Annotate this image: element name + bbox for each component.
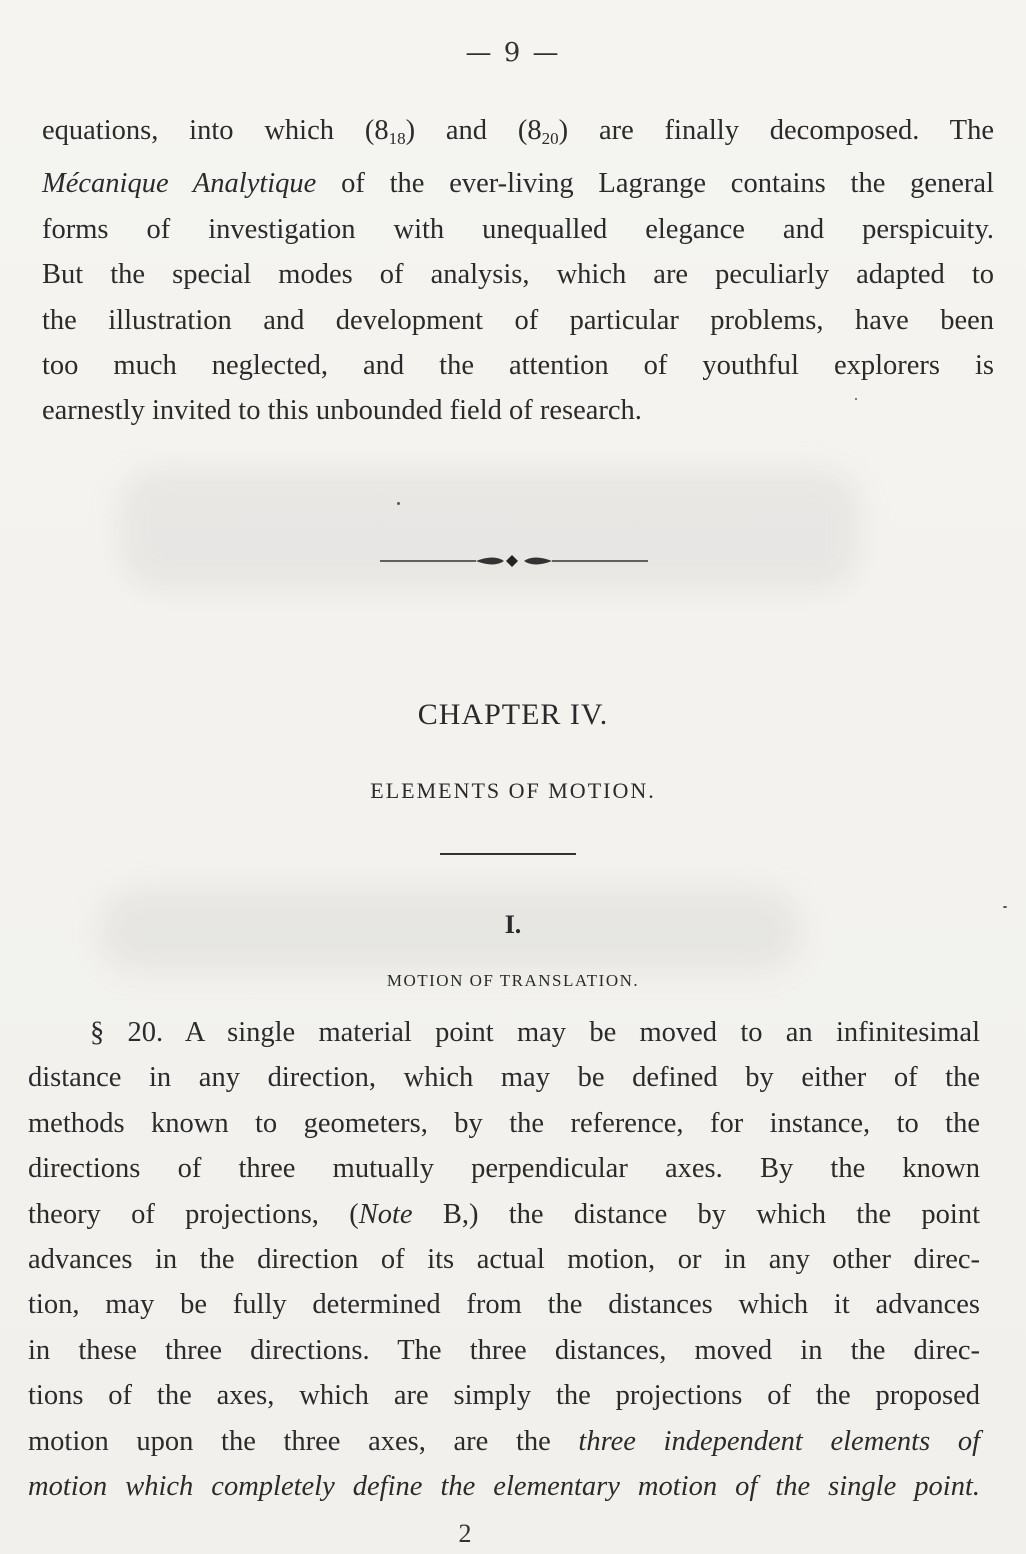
- text-line: [28, 1419, 980, 1464]
- text-run: of the ever-living Lagrange contains the general: [316, 168, 994, 200]
- text-run: But the special modes of analysis, which are peculiarly adapted to: [42, 259, 994, 291]
- text-line: [28, 1146, 980, 1191]
- text-line: [42, 207, 994, 252]
- note-italic: Note: [358, 1198, 413, 1230]
- text-run: forms of investigation with unequalled elegance and perspicuity.: [42, 213, 994, 245]
- text-run: equations, into which (8: [42, 115, 389, 146]
- text-line: [42, 388, 994, 433]
- chapter-title: CHAPTER IV.: [417, 698, 609, 731]
- text-run: in these three directions. The three distances, moved in the direc-: [28, 1334, 980, 1366]
- text-line: [28, 1373, 980, 1418]
- text-run: motion upon the three axes, are the: [28, 1425, 579, 1457]
- section-numeral: I.: [504, 910, 522, 939]
- dust-speck: [397, 502, 400, 505]
- text-run: too much neglected, and the attention of youthful explorers is: [42, 350, 994, 382]
- text-line: [42, 343, 994, 388]
- text-run: tion, may be fully determined from the distances which it advances: [28, 1289, 980, 1321]
- dust-speck: [1003, 906, 1007, 908]
- subscript: 20: [541, 129, 559, 148]
- text-run: § 20. A single material point may be moved to an infinitesimal: [90, 1017, 980, 1048]
- show-through-smudge: [120, 470, 860, 590]
- text-line: [42, 252, 994, 297]
- text-line: [28, 1282, 980, 1327]
- text-run: directions of three mutually perpendicular axes. By the known: [28, 1153, 980, 1185]
- text-run: the illustration and development of particular problems, have been: [42, 304, 994, 336]
- text-run: ) and (8: [405, 115, 542, 146]
- section-title: MOTION OF TRANSLATION.: [386, 971, 640, 990]
- text-run: advances in the direction of its actual motion, or in any other direc-: [28, 1244, 980, 1276]
- emphasis-italic: motion which completely define the elementary motion of the single point.: [28, 1471, 980, 1503]
- text-line: [28, 1464, 980, 1509]
- signature-mark: 2: [458, 1519, 472, 1548]
- text-run: earnestly invited to this unbounded field of research.: [42, 395, 642, 427]
- text-line: [28, 1237, 980, 1282]
- text-line: [28, 1055, 980, 1100]
- text-run: methods known to geometers, by the reference, for instance, to the: [28, 1107, 980, 1139]
- paragraph-2: [28, 1010, 980, 1509]
- text-run: B,) the distance by which the point: [412, 1198, 980, 1230]
- text-line: [28, 1192, 980, 1237]
- page-number: — 9 —: [465, 38, 561, 68]
- dust-speck: [855, 398, 857, 400]
- paragraph-1: [42, 108, 994, 434]
- book-title-italic: Mécanique Analytique: [42, 168, 317, 200]
- text-line: [42, 161, 994, 206]
- text-line: [42, 108, 994, 161]
- text-run: theory of projections, (: [28, 1198, 359, 1230]
- text-line: [28, 1328, 980, 1373]
- text-line: [28, 1101, 980, 1146]
- emphasis-italic: three independent elements of: [578, 1425, 980, 1457]
- horizontal-rule: [440, 853, 576, 855]
- subscript: 18: [388, 129, 406, 148]
- text-run: ) are finally decomposed. The: [558, 115, 994, 146]
- chapter-subtitle: ELEMENTS OF MOTION.: [370, 778, 656, 803]
- text-run: tions of the axes, which are simply the projections of the proposed: [28, 1380, 980, 1412]
- text-line: [42, 298, 994, 343]
- text-run: distance in any direction, which may be defined by either of the: [28, 1062, 980, 1094]
- ornamental-divider: [376, 550, 652, 572]
- text-line: [28, 1010, 980, 1055]
